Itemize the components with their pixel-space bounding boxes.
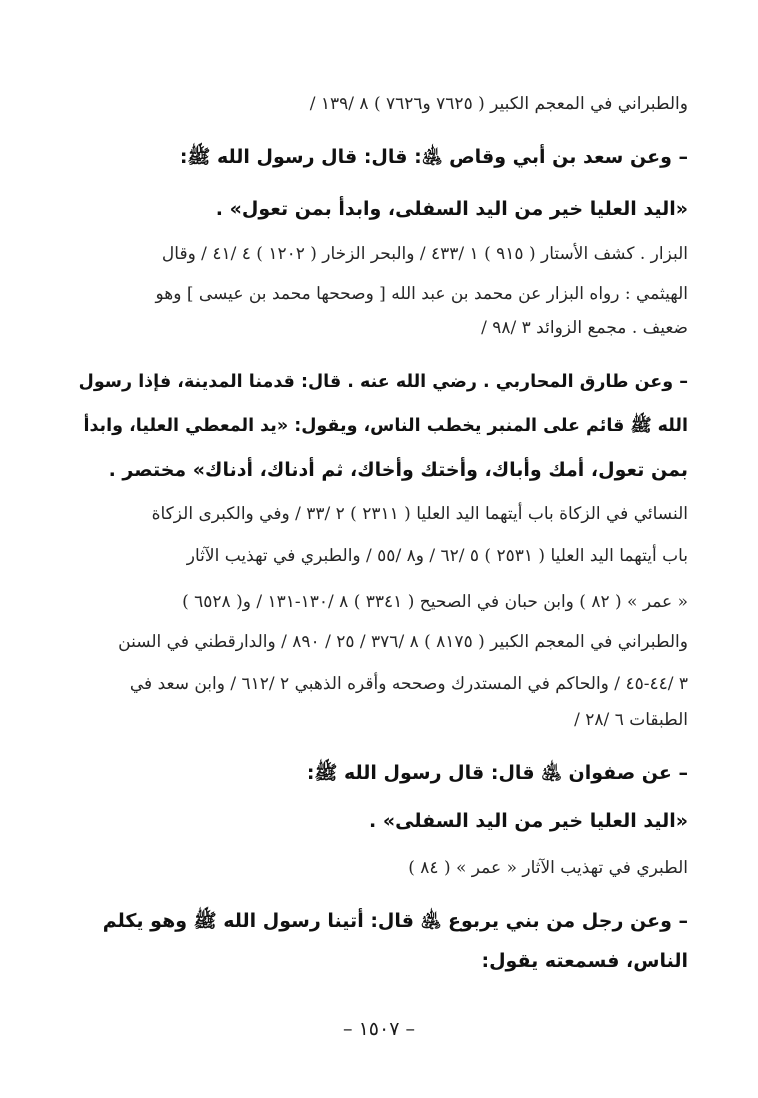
hadith-text-line: «اليد العليا خير من اليد السفلى» .: [369, 810, 688, 832]
reference-line: البزار . كشف الأستار ( ٩١٥ ) ١ /٤٣٣ / والبحر الزخار ( ١٢٠٢ ) ٤ /٤١ / وقال: [161, 244, 688, 264]
reference-line: « عمر » ( ٨٢ ) وابن حبان في الصحيح ( ٣٣٤١ ) ٨ /١٣٠-١٣١ / و( ٦٥٢٨ ): [182, 592, 688, 612]
reference-line: النسائي في الزكاة باب أيتهما اليد العليا ( ٢٣١١ ) ٢ /٣٣ / وفي والكبرى الزكاة: [151, 504, 688, 524]
hadith-text-line: «اليد العليا خير من اليد السفلى، وابدأ بمن تعول» .: [215, 198, 688, 220]
page-number: – ١٥٠٧ –: [343, 1018, 415, 1040]
hadith-intro-line: – عن صفوان ﵁ قال: قال رسول الله ﷺ:: [306, 762, 688, 784]
reference-line: الطبقات ٦ /٢٨ /: [574, 710, 688, 730]
hadith-text-line: الله ﷺ قائم على المنبر يخطب الناس، ويقول: «يد المعطي العليا، وابدأ: [83, 416, 688, 436]
reference-line: ضعيف . مجمع الزوائد ٣ /٩٨ /: [481, 318, 688, 338]
hadith-intro-line: – وعن رجل من بني يربوع ﵁ قال: أتينا رسول الله ﷺ وهو يكلم: [102, 910, 688, 932]
reference-line: الطبري في تهذيب الآثار « عمر » ( ٨٤ ): [408, 858, 688, 878]
hadith-intro-line: – وعن طارق المحاربي . رضي الله عنه . قال: قدمنا المدينة، فإذا رسول: [78, 372, 688, 392]
reference-line: والطبراني في المعجم الكبير ( ٨١٧٥ ) ٨ /٣٧٦ / ٢٥ / ٨٩٠ / والدارقطني في السنن: [118, 632, 688, 652]
hadith-intro-line: – وعن سعد بن أبي وقاص ﵁: قال: قال رسول الله ﷺ:: [179, 146, 688, 168]
reference-line: باب أيتهما اليد العليا ( ٢٥٣١ ) ٥ /٦٢ / و٨ /٥٥ / والطبري في تهذيب الآثار: [186, 546, 688, 566]
reference-line: والطبراني في المعجم الكبير ( ٧٦٢٥ و٧٦٢٦ ) ٨ /١٣٩ /: [309, 94, 688, 114]
hadith-text-line: الناس، فسمعته يقول:: [481, 950, 688, 972]
reference-line: الهيثمي : رواه البزار عن محمد بن عبد الله [ وصححها محمد بن عيسى ] وهو: [155, 284, 688, 304]
reference-line: ٣ /٤٤-٤٥ / والحاكم في المستدرك وصححه وأقره الذهبي ٢ /٦١٢ / وابن سعد في: [129, 674, 688, 694]
hadith-text-line: بمن تعول، أمك وأباك، وأختك وأخاك، ثم أدناك، أدناك» مختصر .: [108, 459, 688, 481]
